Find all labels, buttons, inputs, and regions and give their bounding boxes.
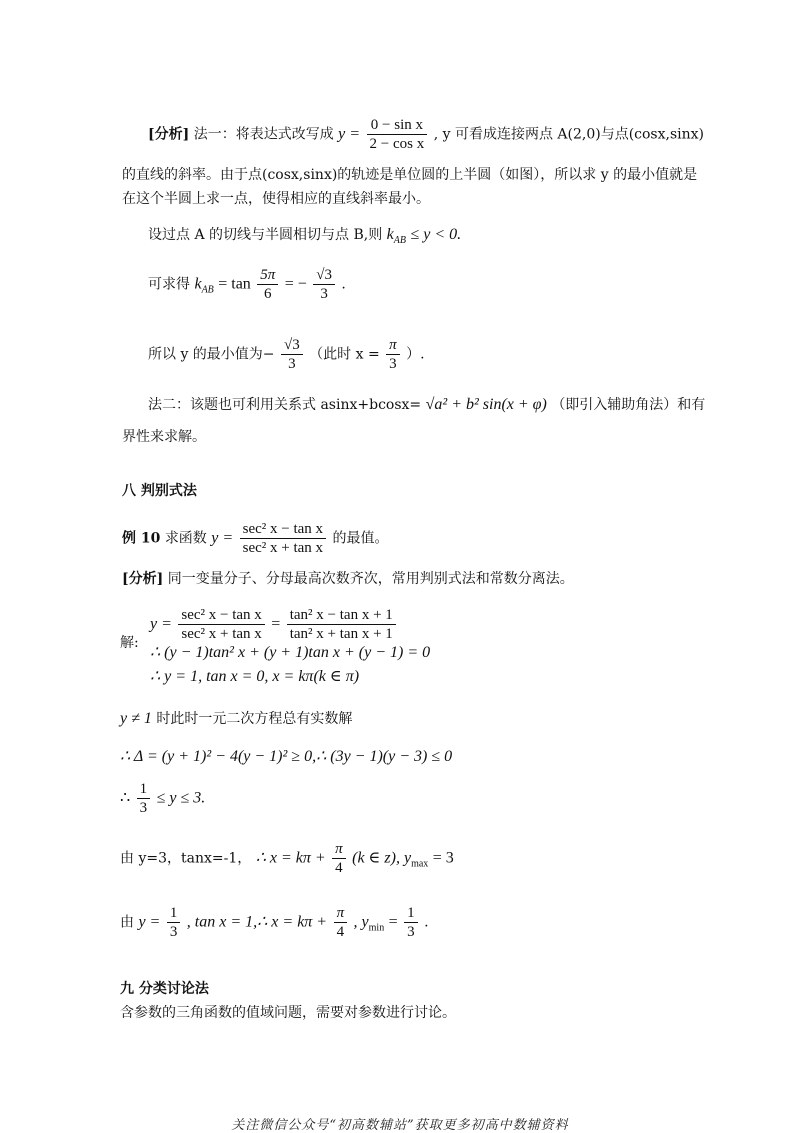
analysis-text: 法一：将表达式改写成 [193, 126, 334, 143]
analysis-line-1 [148, 116, 704, 153]
min-math-b: , y [353, 913, 369, 931]
frac-den: 3 [169, 924, 178, 940]
frac-den: 4 [335, 860, 343, 876]
delta-line: ∴ Δ = (y + 1)² − 4(y − 1)² ≥ 0,∴ (3y − 1)(y − 3) ≤ 0 [120, 748, 453, 765]
fraction [137, 780, 151, 817]
fraction [257, 266, 278, 303]
min-sub: min [368, 922, 385, 934]
example-y: y = [211, 529, 234, 547]
math-y-eq: y = [338, 125, 361, 143]
paragraph-3 [148, 226, 461, 250]
frac-num: √3 [313, 266, 335, 285]
frac-num: 1 [167, 904, 181, 923]
paragraph-6-line-2: 界性来求解。 [122, 429, 206, 445]
solution-line-3: ∴ y = 1, tan x = 0, x = kπ(k ∈ π) [150, 668, 360, 685]
fraction [367, 116, 428, 153]
max-math-b: (k ∈ z), y [352, 849, 412, 867]
range-post: ≤ y ≤ 3. [156, 789, 206, 807]
paragraph-4 [148, 266, 346, 303]
section-8-heading: 八 判别式法 [122, 483, 197, 499]
sol-eq: = [271, 615, 281, 633]
solution-label: 解: [120, 635, 139, 651]
example-label: 例 10 [122, 530, 161, 547]
frac-den: tan² x + tan x + 1 [289, 626, 393, 642]
p3-math: ≤ y < 0. [410, 226, 462, 243]
min-end: . [424, 914, 429, 931]
fraction [178, 606, 264, 643]
analysis-label: [分析] [148, 126, 190, 143]
section-9-heading: 九 分类讨论法 [120, 981, 209, 997]
p4-eq: = tan [218, 275, 251, 293]
frac-num: 5π [257, 266, 278, 285]
min-text: 由 [120, 914, 134, 931]
section-9-text: 含参数的三角函数的值域问题，需要对参数进行讨论。 [120, 1005, 456, 1021]
example-10 [122, 520, 389, 557]
p6-sqrt: √a² + b² sin(x + φ) [425, 396, 547, 413]
analysis-8 [122, 570, 574, 588]
p5-text: 所以 y 的最小值为− [148, 346, 275, 363]
p4-text: 可求得 [148, 276, 190, 293]
p3-k: k [386, 226, 394, 243]
p4-eq2: = − [284, 275, 307, 293]
frac-num: π [386, 336, 400, 355]
range-line [120, 780, 205, 817]
min-y: y = [138, 913, 161, 931]
line-y-neq-1 [120, 710, 352, 728]
y-neq-math: y ≠ 1 [120, 710, 152, 727]
sol-y: y = [150, 615, 172, 633]
max-sub: max [411, 858, 429, 870]
max-line [120, 840, 454, 877]
fraction [167, 904, 181, 941]
fraction [313, 266, 335, 303]
analysis-8-text: 同一变量分子、分母最高次数齐次，常用判别式法和常数分离法。 [167, 571, 574, 587]
p4-sub: AB [201, 284, 214, 296]
p5-end: ）. [406, 346, 425, 363]
p6-text-a: 法二：该题也可利用关系式 asinx+bcosx= [148, 397, 422, 413]
frac-num: sec² x − tan x [240, 520, 326, 539]
range-pre: ∴ [120, 789, 131, 807]
max-text: 由 y=3，tanx=-1， [120, 850, 252, 867]
paragraph-5 [148, 336, 425, 373]
p4-k: k [194, 275, 202, 293]
p6-text-b: （即引入辅助角法）和有 [551, 397, 706, 413]
fraction [287, 606, 396, 643]
min-math-a: , tan x = 1,∴ x = kπ + [186, 913, 328, 931]
frac-num: sec² x − tan x [178, 606, 264, 625]
frac-den: sec² x + tan x [242, 540, 324, 556]
frac-den: 3 [389, 356, 397, 372]
paragraph-2-line-2: 在这个半圆上求一点，使得相应的直线斜率最小。 [122, 191, 430, 207]
frac-num: 0 − sin x [367, 116, 428, 135]
frac-den: 2 − cos x [369, 136, 425, 152]
example-tail: 的最值。 [332, 530, 389, 547]
frac-num: tan² x − tan x + 1 [287, 606, 396, 625]
max-math-c: = 3 [432, 849, 454, 867]
frac-num: √3 [281, 336, 303, 355]
frac-den: 4 [336, 924, 345, 940]
fraction [240, 520, 326, 557]
frac-den: sec² x + tan x [181, 626, 262, 642]
analysis-8-label: [分析] [122, 571, 164, 587]
y-neq-text: 时此时一元二次方程总有实数解 [156, 711, 353, 727]
p3-text: 设过点 A 的切线与半圆相切与点 B,则 [148, 227, 383, 243]
frac-num: 1 [404, 904, 418, 923]
fraction [386, 336, 400, 373]
min-math-c: = [388, 913, 398, 931]
fraction [404, 904, 418, 941]
frac-den: 3 [407, 924, 415, 940]
example-text: 求函数 [164, 530, 207, 547]
footer-note: 关注微信公众号“初高数辅站”获取更多初高中数辅资料 [231, 1118, 569, 1133]
frac-den: 3 [288, 356, 296, 372]
fraction [334, 904, 348, 941]
p4-end: . [341, 276, 346, 293]
paragraph-2-line-1: 的直线的斜率。由于点(cosx,sinx)的轨迹是单位圆的上半圆（如图），所以求 y 的最小值就是 [122, 167, 698, 183]
frac-num: 1 [137, 780, 151, 799]
frac-den: 3 [320, 286, 328, 302]
solution-line-1 [150, 606, 398, 643]
fraction [332, 840, 346, 877]
solution-line-2: ∴ (y − 1)tan² x + (y + 1)tan x + (y − 1) = 0 [150, 644, 431, 661]
frac-num: π [332, 840, 346, 859]
fraction [281, 336, 303, 373]
frac-den: 3 [139, 800, 148, 816]
p3-sub: AB [393, 234, 406, 246]
analysis-text-b: , y 可看成连接两点 A(2,0)与点(cosx,sinx) [433, 126, 704, 143]
frac-den: 6 [264, 286, 272, 302]
max-math-a: ∴ x = kπ + [255, 849, 326, 867]
frac-num: π [334, 904, 348, 923]
paragraph-6-line-1 [148, 396, 705, 414]
min-line [120, 904, 429, 941]
p5-mid: （此时 x = [309, 346, 380, 363]
